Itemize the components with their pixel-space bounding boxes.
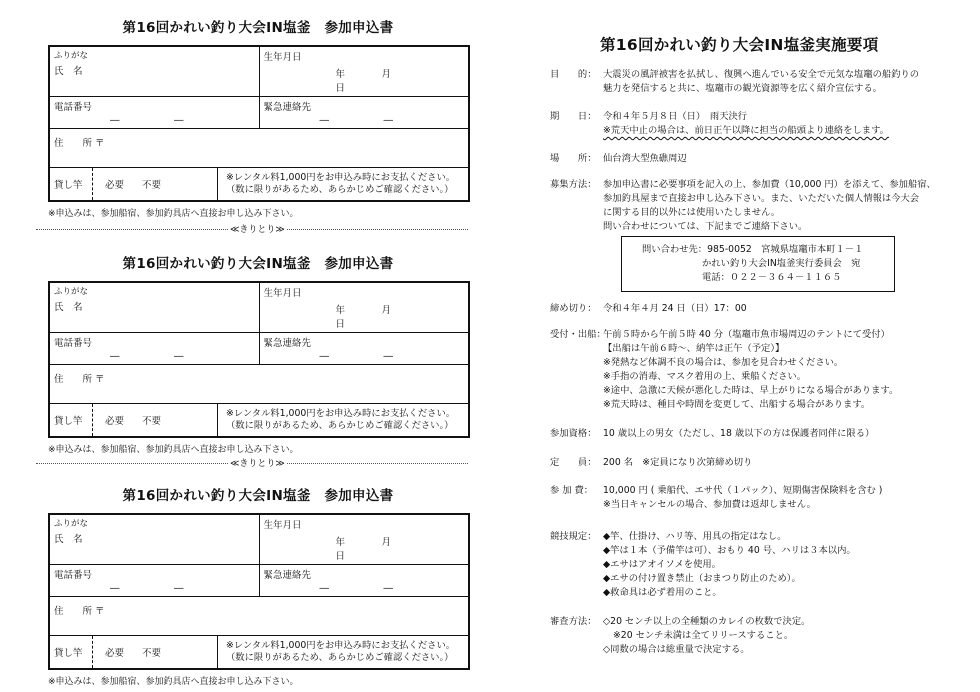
birthdate-field[interactable]: [259, 46, 469, 97]
rules-text: ◆竿、仕掛け、ハリ等、用具の指定はなし。: [603, 531, 787, 542]
form-title: 第16回かれい釣り大会IN塩釜 参加申込書: [122, 256, 394, 272]
rental-note-line2: （数に限りがあるため、あらかじめご確認ください。）: [226, 652, 454, 663]
form-footer-note: ※申込みは、参加船宿、参加釣具店へ直接お申し込み下さい。: [48, 677, 299, 687]
deadline-text: 令和４年４月 24 日（日）17：00: [603, 303, 747, 314]
furigana-label: ふりがな: [54, 519, 89, 529]
reception-text: 午前５時から午前５時 40 分（塩竈市魚市場周辺のテントにて受付）: [603, 329, 890, 340]
year-label: 年: [335, 69, 346, 80]
name-field[interactable]: [49, 514, 259, 565]
day-label: 日: [335, 83, 346, 94]
rental-rod-label: 貸し竿: [54, 168, 93, 200]
dash: ―: [319, 351, 329, 362]
form-footer-note: ※申込みは、参加船宿、参加釣具店へ直接お申し込み下さい。: [48, 209, 299, 219]
rental-note-line1: ※レンタル料1,000円をお申込み時にお支払ください。: [226, 172, 456, 184]
reception-text: ※途中、急激に天候が悪化した時は、早上がりになる場合があります。: [603, 385, 899, 396]
rental-note-line2: （数に限りがあるため、あらかじめご確認ください。）: [226, 184, 454, 195]
dash: ―: [383, 115, 393, 126]
day-label: 日: [335, 319, 346, 330]
phone-field[interactable]: [49, 97, 259, 129]
dash: ―: [110, 583, 120, 594]
contact-phone: 電話：０２２－３６４－１１６５: [702, 272, 842, 283]
form-table: [48, 281, 470, 438]
contact-box: [621, 236, 895, 292]
place-label: 場 所：: [550, 153, 597, 164]
name-label: 氏 名: [54, 302, 83, 313]
dash: ―: [174, 583, 184, 594]
address-label: 住 所: [54, 606, 93, 617]
postal-mark: 〒: [95, 138, 105, 149]
birthdate-label: 生年月日: [263, 52, 302, 63]
address-label: 住 所: [54, 374, 93, 385]
emergency-contact-field[interactable]: [259, 97, 469, 129]
emergency-label: 緊急連絡先: [263, 570, 312, 581]
cut-label: ≪きりとり≫: [228, 456, 287, 469]
form-table: [48, 45, 470, 202]
dash: ―: [110, 115, 120, 126]
purpose-text: 大震災の風評被害を払拭し、復興へ進んでいる安全で元気な塩竈の船釣りの: [603, 69, 920, 80]
dash: ―: [174, 115, 184, 126]
recruitment-text: に関する目的以外には使用いたしません。: [603, 207, 781, 218]
name-label: 氏 名: [54, 534, 83, 545]
emergency-contact-field[interactable]: [259, 565, 469, 597]
rules-text: ◆エサの付け置き禁止（おまつり防止のため）。: [603, 573, 801, 584]
fee-text: 10,000 円 ( 乗船代、エサ代（１パック）、短期傷害保険料を含む ): [603, 485, 883, 496]
form-footer-note: ※申込みは、参加船宿、参加釣具店へ直接お申し込み下さい。: [48, 445, 299, 455]
birthdate-field[interactable]: [259, 282, 469, 333]
reception-label: 受付・出船：: [550, 329, 606, 340]
application-form-3: [48, 484, 468, 687]
deadline-label: 締め切り：: [550, 303, 597, 314]
form-table: [48, 513, 470, 670]
purpose-label: 目 的：: [550, 69, 597, 80]
dash: ―: [319, 583, 329, 594]
fee-text: ※当日キャンセルの場合、参加費は返却しません。: [603, 499, 816, 510]
form-title: 第16回かれい釣り大会IN塩釜 参加申込書: [122, 488, 394, 504]
date-text: 令和４年５月８日（日） 雨天決行: [603, 111, 748, 122]
rental-rod-label: 貸し竿: [54, 404, 93, 436]
emergency-contact-field[interactable]: [259, 333, 469, 365]
postal-mark: 〒: [95, 374, 105, 385]
day-label: 日: [335, 551, 346, 562]
rental-need-option[interactable]: 必要: [105, 180, 125, 191]
address-field[interactable]: [49, 597, 469, 636]
name-label: 氏 名: [54, 66, 83, 77]
emergency-label: 緊急連絡先: [263, 102, 312, 113]
birthdate-label: 生年月日: [263, 288, 302, 299]
outline-title: 第16回かれい釣り大会IN塩釜実施要項: [600, 36, 879, 54]
postal-mark: 〒: [95, 606, 105, 617]
rental-rod-row: [49, 636, 469, 670]
dash: ―: [383, 351, 393, 362]
judging-text: ※20 センチ未満は全てリリースすること。: [613, 630, 794, 641]
capacity-label: 定 員：: [550, 457, 597, 468]
application-form-2: [48, 252, 468, 455]
rules-text: ◆救命具は必ず着用のこと。: [603, 587, 722, 598]
cut-label: ≪きりとり≫: [228, 222, 287, 235]
reception-text: ※発熱など体調不良の場合は、参加を見合わせください。: [603, 357, 844, 368]
cancel-notice: ※荒天中止の場合は、前日正午以降に担当の船頭より連絡をします。: [603, 125, 889, 136]
fee-label: 参 加 費：: [550, 485, 594, 496]
furigana-label: ふりがな: [54, 287, 89, 297]
dash: ―: [383, 583, 393, 594]
phone-label: 電話番号: [54, 338, 93, 349]
reception-text: 【出船は午前６時～、納竿は正午（予定）】: [603, 343, 785, 354]
name-field[interactable]: [49, 46, 259, 97]
contact-address: 問い合わせ先：985-0052 宮城県塩竈市本町１－１: [642, 244, 864, 255]
phone-field[interactable]: [49, 565, 259, 597]
judging-label: 審査方法：: [550, 616, 597, 627]
month-label: 月: [381, 69, 392, 80]
recruitment-text: 問い合わせについては、下記までご連絡下さい。: [603, 221, 808, 232]
rental-note-line2: （数に限りがあるため、あらかじめご確認ください。）: [226, 420, 454, 431]
furigana-label: ふりがな: [54, 51, 89, 61]
qualification-label: 参加資格：: [550, 428, 597, 439]
rental-need-option[interactable]: 必要: [105, 648, 125, 659]
rental-note-line1: ※レンタル料1,000円をお申込み時にお支払ください。: [226, 640, 456, 652]
name-field[interactable]: [49, 282, 259, 333]
recruitment-label: 募集方法：: [550, 179, 597, 190]
capacity-text: 200 名 ※定員になり次第締め切り: [603, 457, 753, 468]
application-form-1: [48, 16, 468, 219]
rules-text: ◆竿は１本（予備竿は可）、おもり 40 号、ハリは３本以内。: [603, 545, 856, 556]
year-label: 年: [335, 537, 346, 548]
reception-text: ※荒天時は、種目や時間を変更して、出船する場合があります。: [603, 399, 871, 410]
rules-label: 競技規定：: [550, 531, 597, 542]
qualification-text: 10 歳以上の男女（ただし、18 歳以下の方は保護者同伴に限る）: [603, 428, 875, 439]
rules-text: ◆エサはアオイソメを使用。: [603, 559, 721, 570]
address-label: 住 所: [54, 138, 93, 149]
date-label: 期 日：: [550, 111, 597, 122]
rental-noneed-option[interactable]: 不要: [142, 180, 162, 191]
rental-noneed-option[interactable]: 不要: [142, 648, 162, 659]
address-field[interactable]: [49, 129, 469, 168]
year-label: 年: [335, 305, 346, 316]
rental-rod-label: 貸し竿: [54, 636, 93, 668]
event-outline: [545, 0, 975, 692]
month-label: 月: [381, 537, 392, 548]
phone-label: 電話番号: [54, 102, 93, 113]
place-text: 仙台湾大型魚礁周辺: [603, 153, 687, 164]
recruitment-text: 参加申込書に必要事項を記入の上、参加費（10,000 円）を添えて、参加船宿、: [603, 179, 936, 190]
birthdate-field[interactable]: [259, 514, 469, 565]
judging-text: ◇20 センチ以上の全種類のカレイの枚数で決定。: [603, 616, 811, 627]
judging-text: ◇同数の場合は総重量で決定する。: [603, 644, 750, 655]
birthdate-label: 生年月日: [263, 520, 302, 531]
rental-rod-row: [49, 404, 469, 438]
month-label: 月: [381, 305, 392, 316]
phone-field[interactable]: [49, 333, 259, 365]
rental-note-line1: ※レンタル料1,000円をお申込み時にお支払ください。: [226, 408, 456, 420]
dash: ―: [174, 351, 184, 362]
rental-rod-row: [49, 168, 469, 202]
phone-label: 電話番号: [54, 570, 93, 581]
form-title: 第16回かれい釣り大会IN塩釜 参加申込書: [122, 20, 394, 36]
contact-committee: かれい釣り大会IN塩釜実行委員会 宛: [702, 258, 861, 269]
rental-noneed-option[interactable]: 不要: [142, 416, 162, 427]
dash: ―: [110, 351, 120, 362]
emergency-label: 緊急連絡先: [263, 338, 312, 349]
rental-need-option[interactable]: 必要: [105, 416, 125, 427]
purpose-text: 魅力を発信すると共に、塩竈市の観光資源等を広く紹介宣伝する。: [603, 83, 882, 94]
dash: ―: [319, 115, 329, 126]
reception-text: ※手指の消毒、マスク着用の上、乗船ください。: [603, 371, 807, 382]
recruitment-text: 参加釣具屋まで直接お申し込み下さい。また、いただいた個人情報は今大会: [603, 193, 920, 204]
address-field[interactable]: [49, 365, 469, 404]
